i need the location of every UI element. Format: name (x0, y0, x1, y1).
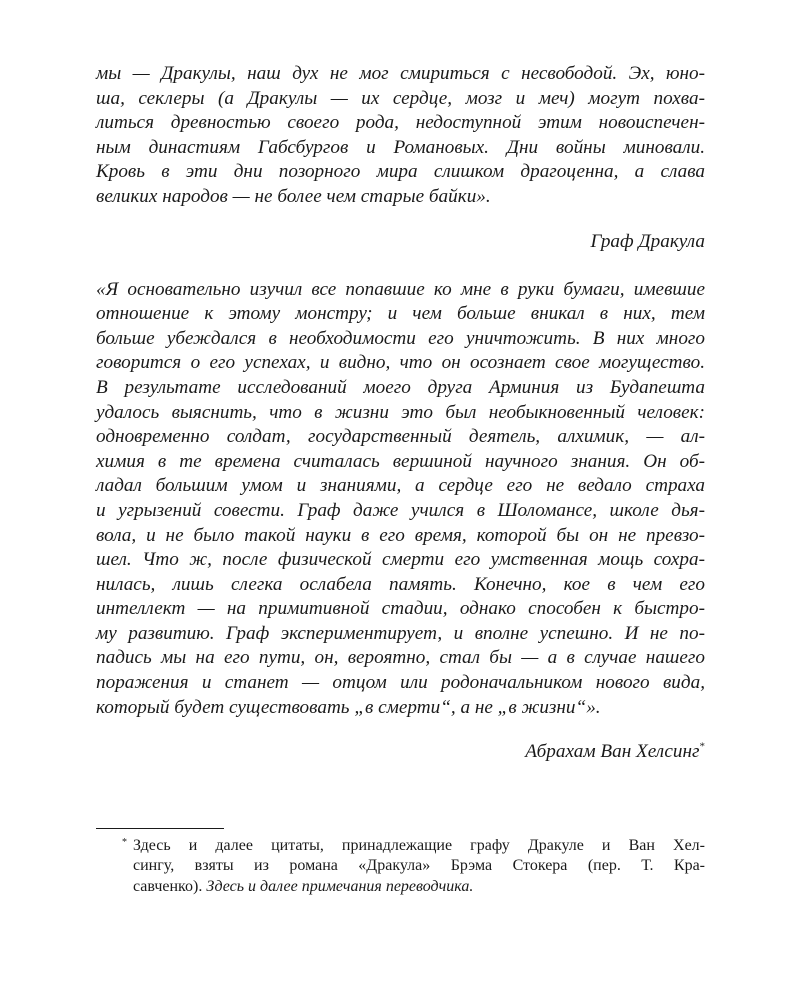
text-line: и угрызений совести. Граф даже учился в Шоломансе, школе дья- (96, 499, 705, 521)
text-line: поражения и станет — отцом или родоначальником нового вида, (96, 672, 705, 694)
footnote-marker: * (122, 837, 127, 848)
footnote-reference[interactable]: * (699, 740, 705, 753)
text-line: удалось выяснить, что в жизни это был необыкновенный человек: (96, 401, 705, 423)
attribution-text: Абрахам Ван Хелсинг (525, 741, 700, 763)
text-line: му развитию. Граф экспериментирует, и вполне успешно. И не по- (96, 622, 705, 644)
text-line: шел. Что ж, после физической смерти его умственная мощь сохра- (96, 549, 705, 571)
attribution-dracula (96, 230, 705, 254)
attribution-van-helsing (96, 740, 705, 764)
text-line: литься древностью своего рода, недоступной этим новоиспечен- (96, 112, 705, 134)
text-line: ладал большим умом и знаниями, а сердце его не ведало страха (96, 475, 705, 497)
footnote-text: савченко). (133, 877, 203, 895)
footnote-line: сингу, взяты из романа «Дракула» Брэма Стокера (пер. Т. Кра- (133, 857, 705, 875)
text-line: отношение к этому монстру; и чем больше вникал в них, тем (96, 303, 705, 325)
footnote-line (96, 877, 705, 897)
text-line: нилась, лишь слегка ослабела память. Конечно, кое в чем его (96, 573, 705, 595)
attribution-text: Граф Дракула (590, 230, 705, 252)
text-line: ша, секлеры (а Дракулы — их сердце, мозг и меч) могут похва- (96, 87, 705, 109)
text-line: который будет существовать „в смерти“, а не „в жизни“». (96, 696, 601, 718)
text-line: ным династиям Габсбургов и Романовых. Дни войны миновали. (96, 136, 705, 158)
translator-note: Здесь и далее примечания переводчика. (206, 877, 474, 895)
footnote-divider (96, 828, 224, 829)
text-line: интеллект — на примитивной стадии, однако способен к быстро- (96, 598, 705, 620)
quote-van-helsing (96, 278, 705, 721)
text-line: «Я основательно изучил все попавшие ко мне в руки бумаги, имевшие (96, 278, 705, 300)
text-line: падись мы на его пути, он, вероятно, стал бы — а в случае нашего (96, 647, 705, 669)
footnote-line (96, 836, 705, 856)
text-line: великих народов — не более чем старые байки». (96, 185, 491, 207)
text-line: говорится о его успехах, и видно, что он осознает свое могущество. (96, 352, 705, 374)
text-line: больше убеждался в необходимости его уничтожить. В них много (96, 327, 705, 349)
page-body (96, 62, 705, 764)
text-line: вола, и не было такой науки в его время, которой бы он не превзо- (96, 524, 705, 546)
footnote-text: Здесь и далее цитаты, принадлежащие графу Дракуле и Ван Хел- (133, 837, 705, 854)
text-line: мы — Дракулы, наш дух не мог смириться с несвободой. Эх, юно- (96, 63, 705, 84)
text-line: В результате исследований моего друга Арминия из Будапешта (96, 376, 705, 398)
footnote (96, 836, 705, 897)
text-line: Кровь в эти дни позорного мира слишком драгоценна, а слава (96, 161, 705, 183)
text-line: химия в те времена считалась вершиной научного знания. Он об- (96, 450, 705, 472)
text-line: одновременно солдат, государственный деятель, алхимик, — ал- (96, 426, 705, 448)
quote-dracula (96, 62, 705, 210)
